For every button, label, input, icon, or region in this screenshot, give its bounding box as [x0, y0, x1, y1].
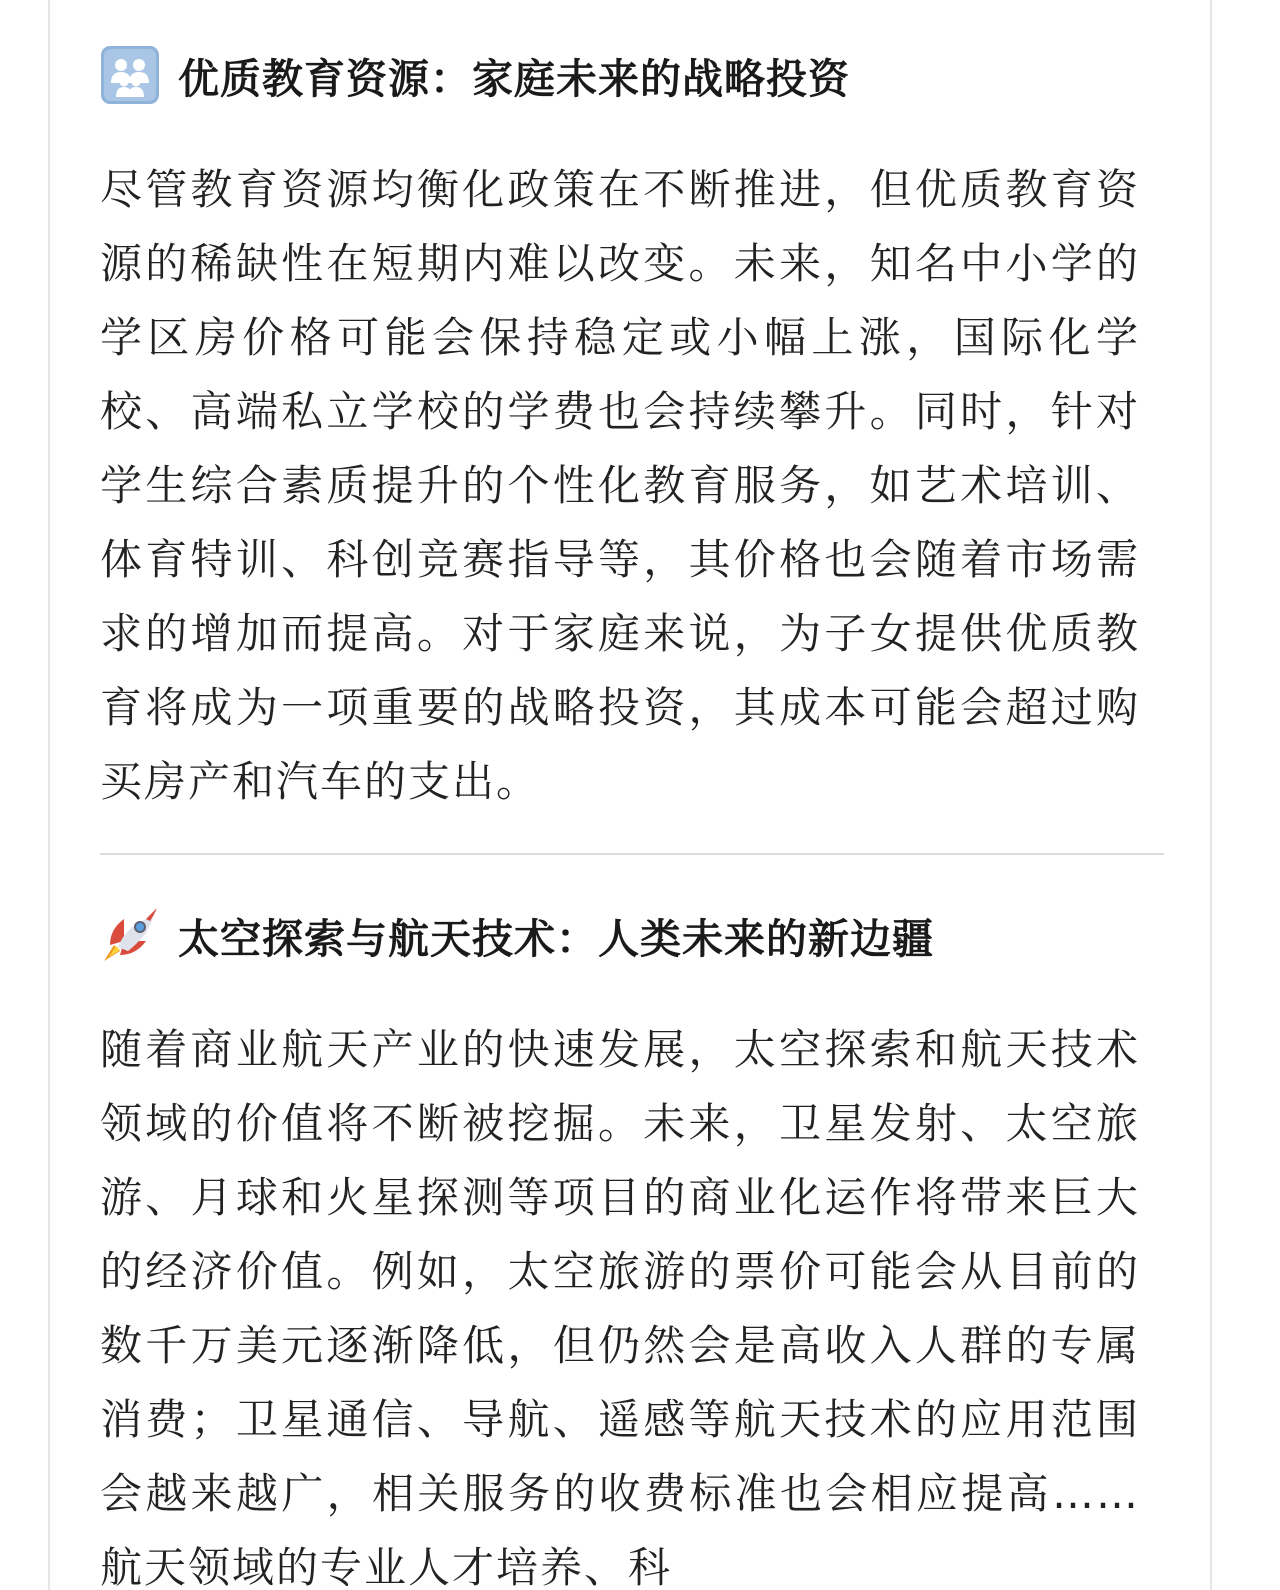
article-card: [48, 0, 1212, 1590]
rocket-icon: [100, 905, 160, 965]
section-title-text: 优质教育资源：家庭未来的战略投资: [178, 54, 850, 103]
section-heading-education: [100, 40, 850, 110]
section-heading-space: [100, 900, 934, 970]
family-icon: [100, 45, 160, 105]
section-title-text: 太空探索与航天技术：人类未来的新边疆: [178, 914, 934, 963]
section-body-space: 随着商业航天产业的快速发展，太空探索和航天技术领域的价值将不断被挖掘。未来，卫星发射、太空旅游、月球和火星探测等项目的商业化运作将带来巨大的经济价值。例如，太空旅游的票价可能会从目前的数千万美元逐渐降低，但仍然会是高收入人群的专属消费；卫星通信、导航、遥感等航天技术的应用范围会越来越广，相关服务的收费标准也会相应提高……航天领域的专业人才培养、科: [100, 1025, 1140, 1590]
section-body-education: 尽管教育资源均衡化政策在不断推进，但优质教育资源的稀缺性在短期内难以改变。未来，知名中小学的学区房价格可能会保持稳定或小幅上涨，国际化学校、高端私立学校的学费也会持续攀升。同时，针对学生综合素质提升的个性化教育服务，如艺术培训、体育特训、科创竞赛指导等，其价格也会随着市场需求的增加而提高。对于家庭来说，为子女提供优质教育将成为一项重要的战略投资，其成本可能会超过购买房产和汽车的支出。: [100, 165, 1140, 806]
section-divider: [100, 853, 1164, 855]
